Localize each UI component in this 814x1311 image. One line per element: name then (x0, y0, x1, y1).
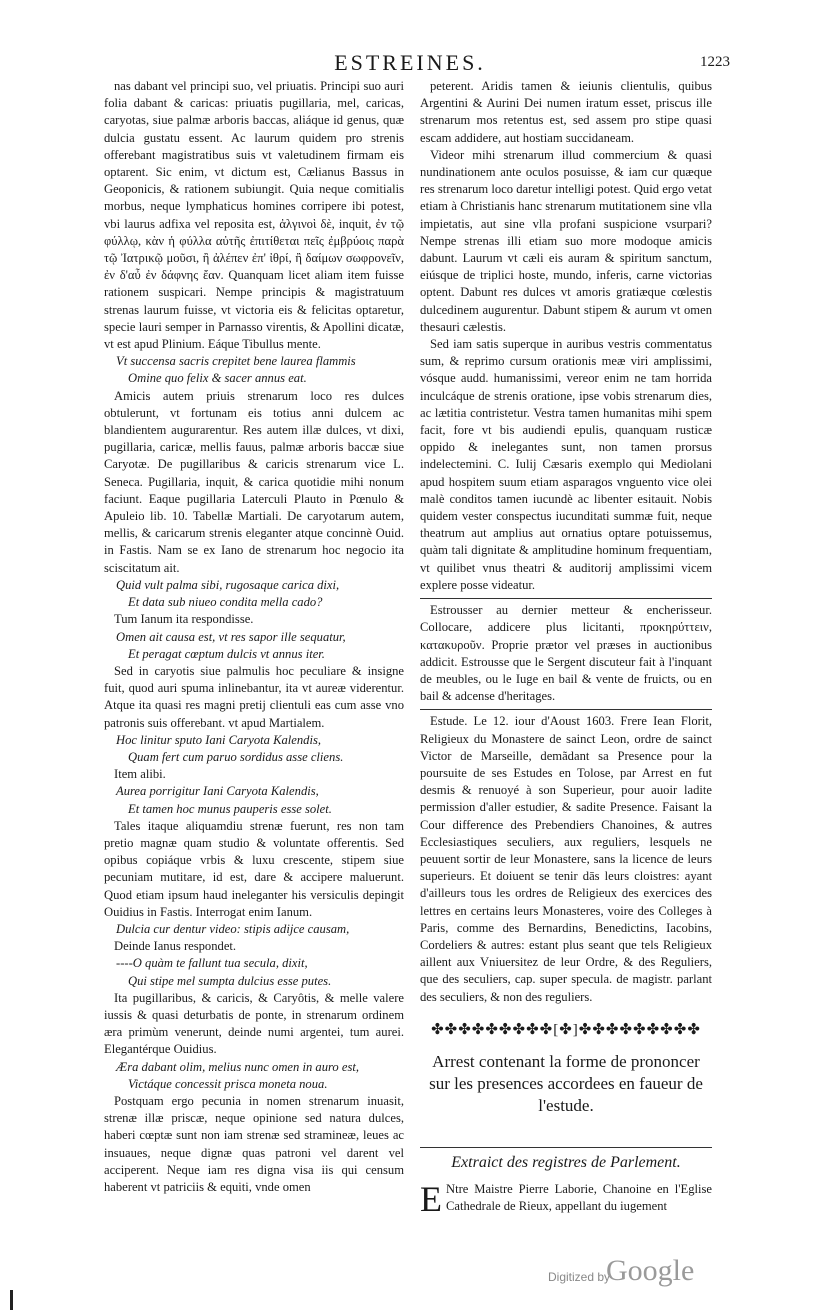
verse-line: ----O quàm te fallunt tua secula, dixit, (116, 956, 308, 971)
verse-line: Æra dabant olim, melius nunc omen in auro est, (116, 1059, 360, 1074)
right-column-body (420, 78, 712, 1006)
paragraph: peterent. Aridis tamen & ieiunis clientulis, quibus Argentini & Aurini Dei numen iratum esset, priscus ille strenarum mos retentus est, sed assem pro stipe quasi escam addidere, aut hostiam succidaneam. (420, 79, 712, 145)
verse-line: Qui stipe mel sumpta dulcius esse putes. (128, 973, 332, 988)
paragraph: Sed in caryotis siue palmulis hoc peculiare & insigne fuit, quod auri spuma inlinebantur, ita vt aureæ viderentur. Atque ita quasi res magni pretij clientuli eas cum asse vno patronis suis offerebant. vt apud Martialem. (104, 663, 404, 730)
ornament-band: ✤✤✤✤✤✤✤✤✤[✤]✤✤✤✤✤✤✤✤✤ (431, 1021, 701, 1038)
verse-line: Vt succensa sacris crepitet bene laurea flammis (116, 354, 356, 369)
paragraph: Sed iam satis superque in auribus vestris commentatus sum, & reprimo cursum orationis meæ viri amplissimi, vósque audd. humanissimi, vereor enim ne tam horrida inculcáque de strenis oratione, ipse vobis strenarum dies, ac lætitia contristetur. Vestra tamen humanitas mihi spem facit, fore vt bis audiendi epulis, quanquam rusticæ oppido & inelegantes sunt, non tamen prorsus indelectemini. C. Iulij Cæsaris exemplo qui Mediolani apud hospitem suum etiam asparagos vnguento vice olei malè conditos tamen iucundè ac libenter esitauit. Nobis quidem vester conspectus iucunditati summæ fuit, neque theatrum aut amplius aut ornatius optare potuissemus, quàm tali dignitate & amplitudine hominum frequentiam, vt quilibet vnus theatri & auditorij amplissimi vicem explere posse videatur. (420, 337, 712, 592)
verse-line: Dulcia cur dentur video: stipis adijce causam, (116, 921, 350, 936)
paragraph: Ita pugillaribus, & caricis, & Caryôtis, & melle valere iussis & quasi deturbatis de ponte, in strenarum ordinem æra primùm venerunt, deinde numi argentei, tum aurei. Elegantérque Ouidius. (104, 990, 404, 1057)
verse-line: Quid vult palma sibi, rugosaque carica dixi, (116, 577, 340, 592)
paragraph: Tales itaque aliquamdiu strenæ fuerunt, res non tam pretio magnæ quam studio & voluntate offerentis. Sed opibus copiáque vrbis & luxu crescente, stipem siue pecuniam mutitare, id est, dare & accipere maluerunt. Quod etiam ipsum haud ineleganter his versiculis depingit Ouidius in Fastis. Interrogat enim Ianum. (104, 818, 404, 919)
running-title: ESTREINES. (334, 50, 486, 75)
running-header (0, 50, 814, 76)
left-column (104, 78, 404, 1196)
right-column (420, 78, 712, 1220)
arrest-title: Arrest contenant la forme de prononcer sur les presences accordees en faueur de l'estude. (429, 1051, 703, 1115)
google-logo: Google (606, 1254, 695, 1287)
extrait-heading: Extraict des registres de Parlement. (420, 1147, 712, 1171)
paragraph: Item alibi. (114, 767, 166, 782)
verse-line: Quam fert cum paruo sordidus asse cliens. (128, 749, 344, 764)
drop-cap: E (420, 1179, 442, 1220)
page-edge-mark (10, 1290, 13, 1310)
verse-line: Victáque concessit prisca moneta noua. (128, 1076, 328, 1091)
verse-line: Et peragat cœptum dulcis vt annus iter. (128, 646, 325, 661)
paragraph: Amicis autem priuis strenarum loco res dulces obtulerunt, vt fortunam eis totius anni dulcem ac blandientem augurarentur. Res autem illæ dulces, vt dixi, pugillaria, caricæ, mellis fauus, palmæ arboris baccæ siue Caryotæ. De pugillaribus & caricis strenarum vice L. Seneca. Pugillaria, inquit, & carica quotidie mihi nonum faciunt. Eaque pugillaria Laterculi Plauto in Pœnulo & Apuleio lib. 10. Tabellæ Martiali. De caryotarum autem, mellis, & caricarum strenis eleganter atque concinnè Ouid. in Fastis. Nam se ex Iano de strenarum hoc negocio ita sciscitatum ait. (104, 388, 404, 575)
paragraph: Postquam ergo pecunia in nomen strenarum inuasit, strenæ illæ priscæ, neque opinione sed natura dulces, haberi cœptæ sunt non iam strenæ sed stramineæ, leues ac insuaues, neque dignæ quas patroni vel darent vel acciperent. Neque iam res digna visa iis qui censum haberent vt patriciis & equiti, vnde omen (104, 1093, 404, 1194)
paragraph: nas dabant vel principi suo, vel priuatis. Principi suo auri folia dabant & caricas: priuatis pugillaria, mel, caricas, caryotas, siue palmæ arboris baccas, aliáque id genus, quæ dulcia gustatu essent. Ac laurum quidem pro strenis offerebant magistratibus suis vt valetudinem firmam eis optarent. Sic enim, vt dictum est, Cælianus Bassus in Geoponicis, & rationem subiungit. Quia neque comitialis morbus, neque lymphaticus homines corripere ibi potest, vbi laurus adfixa vel reposita est, ἀλγινοὶ δὲ, inquit, ἐν τῷ φύλλῳ, κὰν ἡ φύλλα αὐτῆς ἐπιτίθεται πεῖς ἐμβρύοις παρὰ τῷ Ἰατρικῷ μοῦσι, ἢ ἀλέπεν ἐπ' ἰθρί, ἢ δαίμων σωφρονεῖν, ἐν δ'αὖ ἐν δάφνης ἔαν. Quanquam licet aliam item fuisse rationem suspicari. Nempe principis & magistratuum strenas laurum fuisse, vt victoria eis & felicitas optaretur, specie lauri semper in Parnasso virentis, & Apollini dicatæ, vt est apud Plinium. Eáque Tibullus mente. (104, 79, 404, 352)
entry-rule (420, 598, 712, 599)
paragraph: Tum Ianum ita respondisse. (114, 612, 254, 627)
dictionary-entry: Estrousser au dernier metteur & encherisseur. Collocare, addicere plus licitanti, προκηρύττειν, κατακυροῦν. Proprie prætor vel præses in auctionibus addicit. Estrousse que le Sergent discuteur fait à l'inquant de meubles, ou le Iuge en bail & vente de fruicts, ou en bail & adcense d'heritages. (420, 603, 712, 704)
digitized-by-label: Digitized by (548, 1270, 611, 1284)
paragraph: Deinde Ianus respondet. (114, 939, 237, 954)
verse-line: Et data sub niueo condita mella cado? (128, 595, 323, 610)
page-number: 1223 (700, 54, 730, 70)
extrait-paragraph (420, 1179, 712, 1220)
verse-line: Omine quo felix & sacer annus eat. (128, 371, 307, 386)
verse-line: Hoc linitur sputo Iani Caryota Kalendis, (116, 732, 321, 747)
google-watermark (548, 1254, 708, 1294)
dictionary-entry: Estude. Le 12. iour d'Aoust 1603. Frere Iean Florit, Religieux du Monastere de sainct Leon, ordre de sainct Victor de Marseille, demãdant sa Presence pour la poursuite de ses Estudes en Tolose, par Arrest en fut desmis & renuoyé à son Superieur, pour auoir ladite permission d'aller estudier, & sadite Presence. Faisant la Cour difference des Prebendiers Chanoines, & autres Ecclesiastiques seculiers, aux reguliers, lesquels ne peuuent sortir de leur Monastere, sans la licence de leurs superieurs. Et doiuent se tenir dās leurs cloistres: ayant d'ailleurs tous les ordres de Religieux des exercices des lettres en certains leurs Monasteres, voire des Colleges à Paris, comme des Bernardins, Benedictins, Iacobins, Cordeliers & autres: estant plus seant que tels Religieux aillent aux Vniuersitez de leur Ordre, & des Reguliers, que des seculiers, cap. super specula. de magistr. parlant des seculiers, & non des reguliers. (420, 714, 712, 1004)
verse-line: Omen ait causa est, vt res sapor ille sequatur, (116, 629, 346, 644)
verse-line: Aurea porrigitur Iani Caryota Kalendis, (116, 784, 319, 799)
extrait-text: Ntre Maistre Pierre Laborie, Chanoine en l'Eglise Cathedrale de Rieux, appellant du iugement (446, 1182, 712, 1214)
paragraph: Videor mihi strenarum illud commercium & quasi nundinationem ante oculos posuisse, & iam cur quæque res strenarum loco daretur intelligi potest. Quid ergo vetat etiam à Christianis hanc strenarum mutitationem sine vlla impietatis, aut sine vlla profani suspicione vsurpari? Nempe strenas illi etiam suo more modoque amicis dabunt. Laurum vt cæli eis auram & spiritum sanctum, eiúsque de triplici hoste, mundo, inferis, carne victorias optent. Dabunt res dulces vt amoris gratiæque cœlestis dulcedinem augurentur. Dabunt stipem & aurum vt omen thesauri cælestis. (420, 147, 712, 334)
entry-rule (420, 709, 712, 710)
verse-line: Et tamen hoc munus pauperis esse solet. (128, 801, 332, 816)
